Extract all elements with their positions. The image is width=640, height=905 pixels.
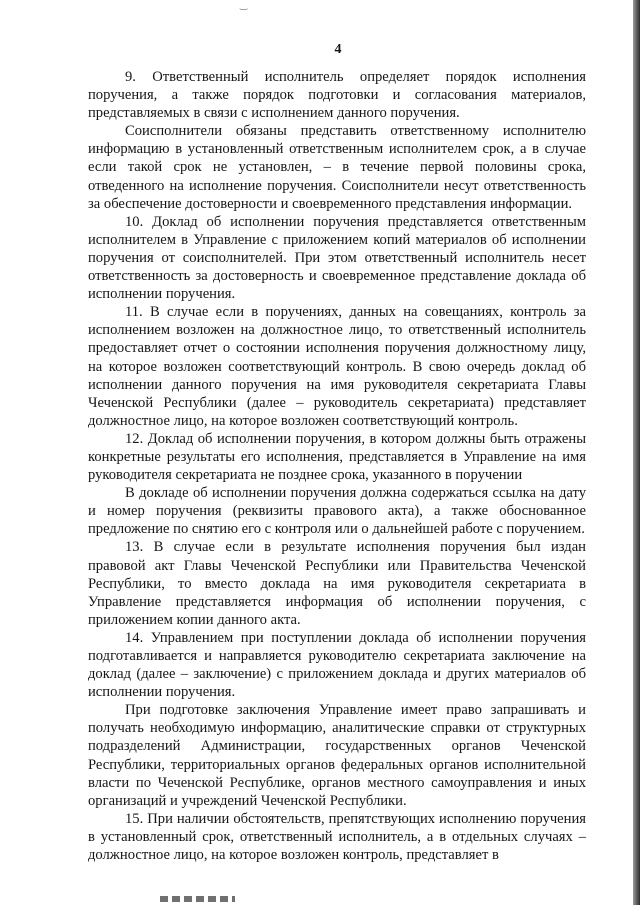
page-edge-shadow	[633, 0, 640, 905]
paragraph-report-content: В докладе об исполнении поручения должна содержаться ссылка на дату и номер поручения (реквизиты правового акта), а также обоснованное предложение по снятию его с контроля или о дальнейшей работе с поручением.	[88, 485, 586, 538]
paragraph-15: 15. При наличии обстоятельств, препятствующих исполнению поручения в установленный срок, ответственный исполнитель, а в отдельных случаях – должностное лицо, на которое возложен контроль, представляет в	[88, 810, 586, 864]
paragraph-13: 13. В случае если в результате исполнения поручения был издан правовой акт Главы Чеченской Республики или Правительства Чеченской Республики, то вместо доклада на имя руководителя секретариата в Управление представляется информация об исполнении поручения, с приложением копии данного акта.	[88, 539, 586, 628]
paragraph-12: 12. Доклад об исполнении поручения, в котором должны быть отражены конкретные результаты его исполнения, представляется в Управление на имя руководителя секретариата не позднее срока, указанного в поручении	[88, 430, 586, 484]
paragraph-9: 9. Ответственный исполнитель определяет порядок исполнения поручения, а также порядок подготовки и согласования материалов, представляемых в связи с исполнением данного поручения.	[88, 69, 586, 122]
paragraph-11: 11. В случае если в поручениях, данных на совещаниях, контроль за исполнением возложен на должностное лицо, то ответственный исполнитель предоставляет отчет о состоянии исполнения поручения должностному лицу, на которое возложен соответствующий контроль. В свою очередь доклад об исполнении данного поручения на имя руководителя секретариата Главы Чеченской Республики (далее – руководитель секретариата) представляет должностное лицо, на которое возложен соответствующий контроль.	[88, 304, 586, 429]
scan-mark: ‿	[240, 0, 248, 10]
page-number: 4	[334, 42, 342, 57]
paragraph-coexecutors: Соисполнители обязаны представить ответственному исполнителю информацию в установленный ответственным исполнителем срок, а в случае если такой срок не установлен, – в течение первой половины срока, отведенного на исполнение поручения. Соисполнители несут ответственность за обеспечение достоверности и своевременного представления информации.	[88, 123, 586, 212]
document-body	[88, 68, 586, 864]
paragraph-conclusion-preparation: При подготовке заключения Управление имеет право запрашивать и получать необходимую информацию, аналитические справки от структурных подразделений Администрации, государственных органов Чеченской Республики, территориальных органов федеральных органов исполнительной власти по Чеченской Республике, органов местного самоуправления и иных организаций и учреждений Чеченской Республики.	[88, 702, 586, 809]
paragraph-14: 14. Управлением при поступлении доклада об исполнении поручения подготавливается и направляется руководителю секретариата заключение на доклад (далее – заключение) с приложением доклада и других материалов об исполнении поручения.	[88, 629, 586, 701]
paragraph-10: 10. Доклад об исполнении поручения представляется ответственным исполнителем в Управление с приложением копий материалов об исполнении поручения от соисполнителей. При этом ответственный исполнитель несет ответственность за достоверность и своевременное представление доклада об исполнении поручения.	[88, 213, 586, 303]
bottom-stamp-fragment	[160, 896, 235, 902]
